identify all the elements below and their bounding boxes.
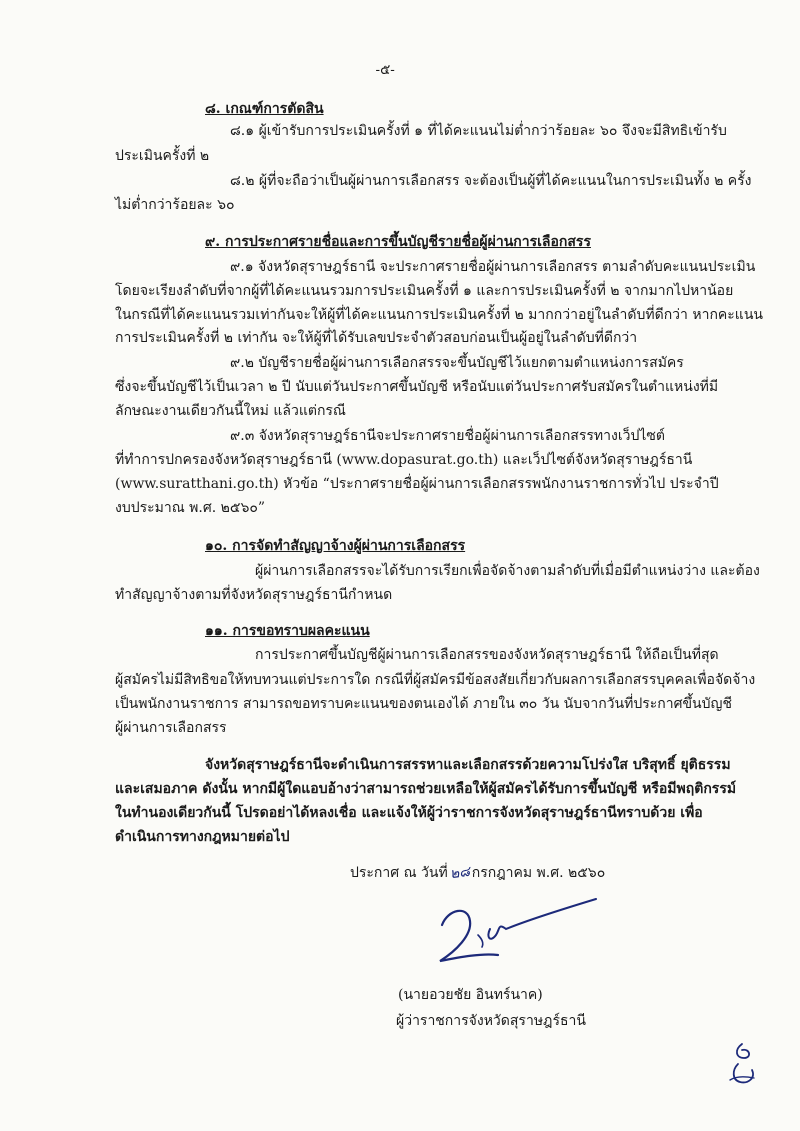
section9-line: ที่ทำการปกครองจังหวัดสุราษฎร์ธานี (www.dopasurat.go.th) และเว็ปไซต์จังหวัดสุราษฎร์ธานี bbox=[115, 452, 693, 468]
notice-line: และเสมอภาค ดังนั้น หากมีผู้ใดแอบอ้างว่าสามารถช่วยเหลือให้ผู้สมัครได้รับการขึ้นบัญชี หรือมีพฤติกรรม์ bbox=[115, 781, 737, 797]
section8-heading: ๘. เกณฑ์การตัดสิน bbox=[205, 101, 324, 117]
section11-heading: ๑๑. การขอทราบผลคะแนน bbox=[205, 623, 370, 639]
section8-line: ๘.๒ ผู้ที่จะถือว่าเป็นผู้ผ่านการเลือกสรร จะต้องเป็นผู้ที่ได้คะแนนในการประเมินทั้ง ๒ ครั้ง bbox=[230, 173, 752, 189]
section10-heading: ๑๐. การจัดทำสัญญาจ้างผู้ผ่านการเลือกสรร bbox=[205, 538, 466, 554]
section11-line: เป็นพนักงานราชการ สามารถขอทราบคะแนนของตนเองได้ ภายใน ๓๐ วัน นับจากวันที่ประกาศขึ้นบัญชี bbox=[115, 696, 732, 712]
notice-line: จังหวัดสุราษฎร์ธานีจะดำเนินการสรรหาและเลือกสรรด้วยความโปร่งใส บริสุทธิ์ ยุติธรรม bbox=[205, 757, 731, 773]
initials-mark-image bbox=[722, 1040, 762, 1090]
announcement-date bbox=[350, 863, 605, 883]
section9-line: ๙.๒ บัญชีรายชื่อผู้ผ่านการเลือกสรรจะขึ้นบัญชีไว้แยกตามตำแหน่งการสมัคร bbox=[230, 355, 684, 371]
section9-line: งบประมาณ พ.ศ. ๒๕๖๐” bbox=[115, 500, 266, 516]
section10-line: ทำสัญญาจ้างตามที่จังหวัดสุราษฎร์ธานีกำหนด bbox=[115, 587, 393, 603]
section9-line: โดยจะเรียงลำดับที่จากผู้ที่ได้คะแนนรวมการประเมินครั้งที่ ๑ และการประเมินครั้งที่ ๒ จากมากไปหาน้อย bbox=[115, 283, 734, 299]
section11-line: การประกาศขึ้นบัญชีผู้ผ่านการเลือกสรรของจังหวัดสุราษฎร์ธานี ให้ถือเป็นที่สุด bbox=[255, 647, 719, 663]
page-number: -๕- bbox=[375, 62, 395, 78]
section8-line: ประเมินครั้งที่ ๒ bbox=[115, 148, 210, 164]
section8-line: ๘.๑ ผู้เข้ารับการประเมินครั้งที่ ๑ ที่ได้คะแนนไม่ต่ำกว่าร้อยละ ๖๐ จึงจะมีสิทธิเข้ารับ bbox=[230, 123, 727, 139]
section9-line: ในกรณีที่ได้คะแนนรวมเท่ากันจะให้ผู้ที่ได้คะแนนการประเมินครั้งที่ ๒ มากกว่าอยู่ในลำดับที่ดีกว่า หากคะแนน bbox=[115, 307, 763, 323]
notice-line: ดำเนินการทางกฎหมายต่อไป bbox=[115, 829, 290, 845]
section9-line: ๙.๑ จังหวัดสุราษฎร์ธานี จะประกาศรายชื่อผู้ผ่านการเลือกสรร ตามลำดับคะแนนประเมิน bbox=[230, 259, 756, 275]
section11-line: ผู้สมัครไม่มีสิทธิขอให้ทบทวนแต่ประการใด กรณีที่ผู้สมัครมีข้อสงสัยเกี่ยวกับผลการเลือกสรรบุคคลเพื่อจัดจ้าง bbox=[115, 672, 756, 688]
signer-name: (นายอวยชัย อินทร์นาค) bbox=[398, 987, 543, 1003]
announcement-day: ๒๘ bbox=[448, 863, 471, 883]
section10-line: ผู้ผ่านการเลือกสรรจะได้รับการเรียกเพื่อจัดจ้างตามลำดับที่เมื่อมีตำแหน่งว่าง และต้อง bbox=[255, 563, 760, 579]
section11-line: ผู้ผ่านการเลือกสรร bbox=[115, 720, 227, 736]
section9-heading: ๙. การประกาศรายชื่อและการขึ้นบัญชีรายชื่อผู้ผ่านการเลือกสรร bbox=[205, 234, 591, 250]
signature-image bbox=[420, 895, 600, 985]
section9-line: ๙.๓ จังหวัดสุราษฎร์ธานีจะประกาศรายชื่อผู้ผ่านการเลือกสรรทางเว็ปไซต์ bbox=[230, 428, 665, 444]
notice-line: ในทำนองเดียวกันนี้ โปรดอย่าได้หลงเชื่อ และแจ้งให้ผู้ว่าราชการจังหวัดสุราษฎร์ธานีทราบด้วย เพื่อ bbox=[115, 805, 703, 821]
announcement-prefix: ประกาศ ณ วันที่ bbox=[350, 865, 448, 881]
section8-line: ไม่ต่ำกว่าร้อยละ ๖๐ bbox=[115, 197, 235, 213]
section9-line: ลักษณะงานเดียวกันนี้ใหม่ แล้วแต่กรณี bbox=[115, 403, 346, 419]
section9-line: (www.suratthani.go.th) หัวข้อ “ประกาศรายชื่อผู้ผ่านการเลือกสรรพนักงานราชการทั่วไป ประจำปี bbox=[115, 476, 719, 492]
section9-line: ซึ่งจะขึ้นบัญชีไว้เป็นเวลา ๒ ปี นับแต่วันประกาศขึ้นบัญชี หรือนับแต่วันประกาศรับสมัครในตำแหน่งที่มี bbox=[115, 379, 719, 395]
signer-title: ผู้ว่าราชการจังหวัดสุราษฎร์ธานี bbox=[396, 1013, 586, 1029]
announcement-suffix: กรกฎาคม พ.ศ. ๒๕๖๐ bbox=[471, 865, 606, 881]
section9-line: การประเมินครั้งที่ ๒ เท่ากัน จะให้ผู้ที่ได้รับเลขประจำตัวสอบก่อนเป็นผู้อยู่ในลำดับที่ดีกว่า bbox=[115, 330, 638, 346]
